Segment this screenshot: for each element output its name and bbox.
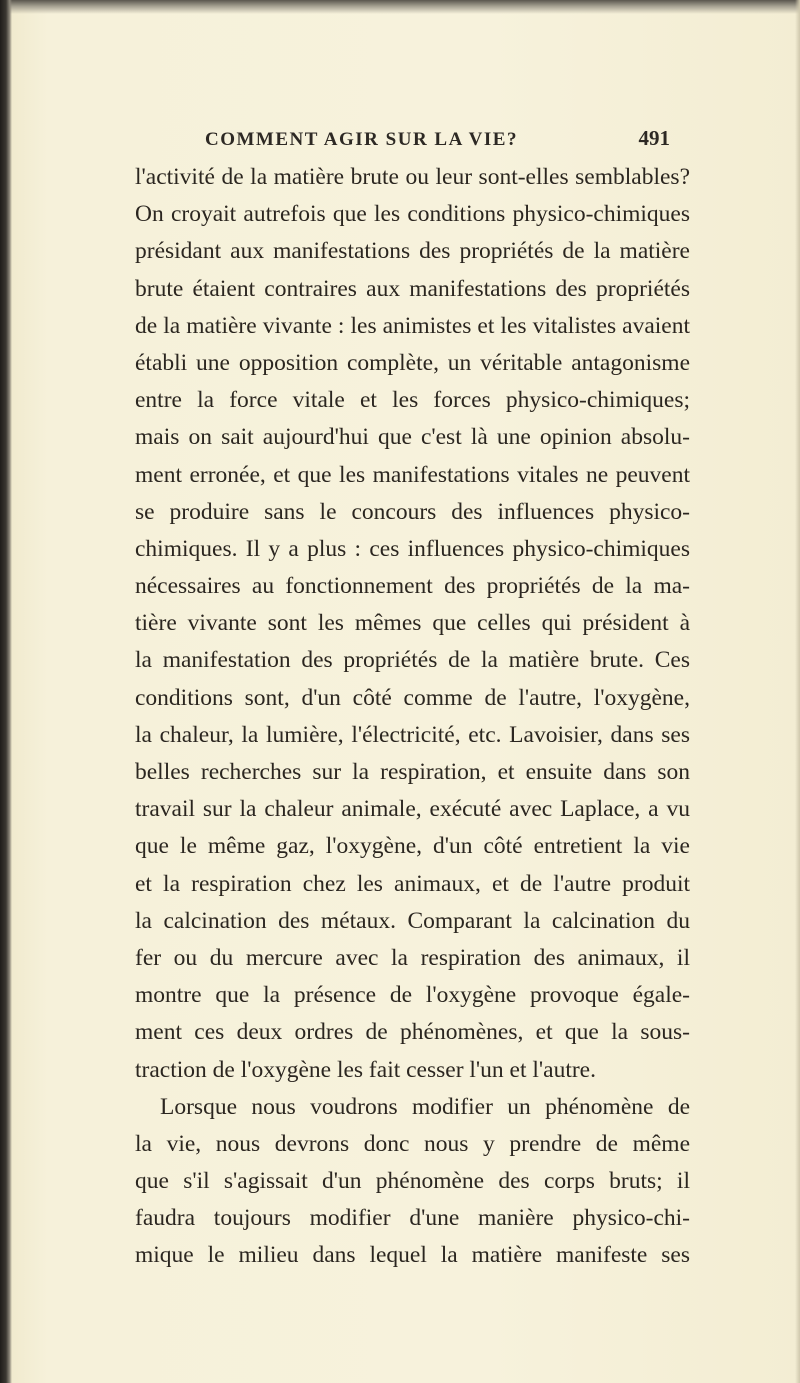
text-line: travail sur la chaleur animale, exécuté avec Laplace, a vu bbox=[135, 796, 690, 823]
text-line: la chaleur, la lumière, l'électricité, etc. Lavoisier, dans ses bbox=[135, 721, 690, 748]
text-line: brute étaient contraires aux manifestations des propriétés bbox=[135, 275, 690, 302]
text-line: établi une opposition complète, un véritable antagonisme bbox=[135, 349, 690, 376]
text-line: nécessaires au fonctionnement des propriétés de la ma- bbox=[135, 573, 690, 600]
page-right-edge bbox=[795, 0, 800, 1383]
text-line: la vie, nous devrons donc nous y prendre de même bbox=[135, 1130, 690, 1157]
text-line: l'activité de la matière brute ou leur sont-elles semblables? bbox=[135, 164, 690, 190]
book-spine-shadow bbox=[0, 0, 12, 1383]
page-header bbox=[205, 126, 670, 156]
text-line: mais on sait aujourd'hui que c'est là une opinion absolu- bbox=[135, 424, 690, 451]
text-line: de la matière vivante : les animistes et les vitalistes avaient bbox=[135, 312, 690, 339]
text-line: la manifestation des propriétés de la matière brute. Ces bbox=[135, 647, 690, 674]
text-line: présidant aux manifestations des propriétés de la matière bbox=[135, 238, 690, 265]
text-line: se produire sans le concours des influences physico- bbox=[135, 498, 690, 525]
text-line: belles recherches sur la respiration, et ensuite dans son bbox=[135, 759, 690, 785]
text-line: que s'il s'agissait d'un phénomène des corps bruts; il bbox=[135, 1168, 690, 1195]
text-line: ment ces deux ordres de phénomènes, et que la sous- bbox=[135, 1019, 690, 1046]
text-line: Lorsque nous voudrons modifier un phénomène de bbox=[160, 1093, 690, 1120]
text-line: la calcination des métaux. Comparant la calcination du bbox=[135, 907, 690, 934]
paragraph-2 bbox=[135, 1089, 690, 1275]
text-line: que le même gaz, l'oxygène, d'un côté entretient la vie bbox=[135, 833, 690, 860]
text-line: entre la force vitale et les forces physico-chimiques; bbox=[135, 387, 690, 414]
text-line: ment erronée, et que les manifestations vitales ne peuvent bbox=[135, 461, 690, 488]
text-line: faudra toujours modifier d'une manière physico-chi- bbox=[135, 1205, 690, 1232]
text-line: conditions sont, d'un côté comme de l'autre, l'oxygène, bbox=[135, 684, 690, 711]
body-text bbox=[135, 159, 690, 1275]
text-line: mique le milieu dans lequel la matière manifeste ses bbox=[135, 1242, 690, 1269]
page-number: 491 bbox=[638, 126, 670, 150]
running-title: COMMENT AGIR SUR LA VIE? bbox=[205, 129, 518, 150]
text-line: fer ou du mercure avec la respiration des animaux, il bbox=[135, 944, 690, 971]
text-line: traction de l'oxygène les fait cesser l'un et l'autre. bbox=[135, 1056, 596, 1083]
text-line: tière vivante sont les mêmes que celles qui président à bbox=[135, 610, 690, 637]
text-line: montre que la présence de l'oxygène provoque égale- bbox=[135, 982, 690, 1009]
paragraph-1 bbox=[135, 159, 690, 1089]
text-line: et la respiration chez les animaux, et de l'autre produit bbox=[135, 870, 690, 897]
text-line: chimiques. Il y a plus : ces influences physico-chimiques bbox=[135, 535, 690, 562]
page-top-shadow bbox=[0, 0, 800, 14]
text-line: On croyait autrefois que les conditions physico-chimiques bbox=[135, 201, 690, 228]
